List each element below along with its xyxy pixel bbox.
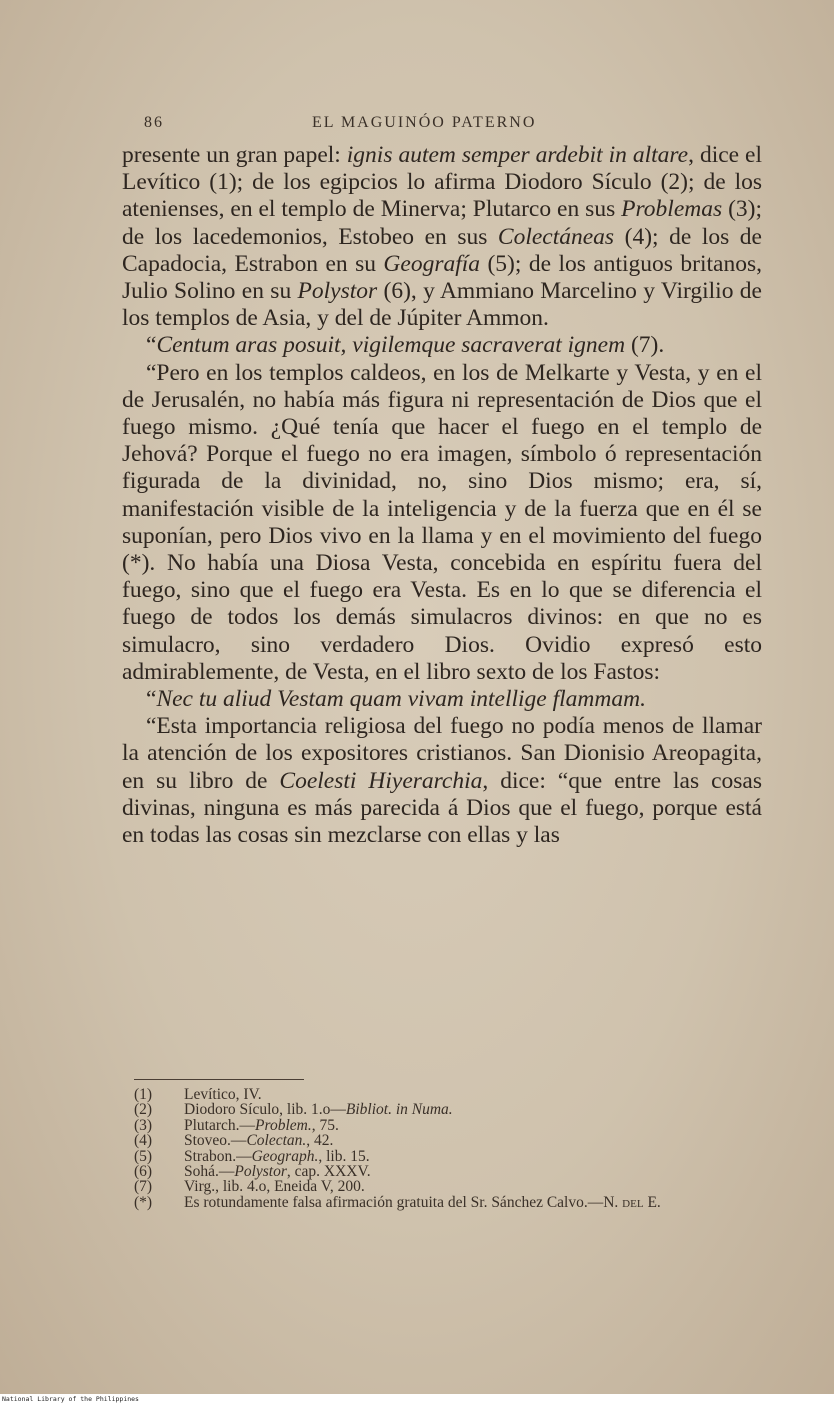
footnote: (1) Levítico, IV. — [134, 1086, 262, 1103]
footnote: (4) Stoveo.— Colectan. , 42. — [134, 1132, 334, 1150]
latin-quote-virgil: “Centum aras posuit, vigilemque sacraverat ignem (7). — [146, 332, 665, 359]
paragraph-continuation: presente un gran papel: ignis autem semper ardebit in altare, dice el Levítico (1); de los egipcios lo afirma Diodoro Sículo (2); de los atenienses, en el templo de Minerva; Plutarco en sus Problemas (3); de los lacedemonios, Estobeo en sus Colectáneas (4); de los de Capadocia, Estrabon en su Geografía (5); de los antiguos britanos, Julio Solino en su Polystor (6), y Ammiano Marcelino y Virgilio de los templos de Asia, y del de Júpiter Ammon. — [122, 142, 762, 332]
main-text — [122, 142, 762, 849]
paragraph-christian-expositors: “Esta importancia religiosa del fuego no podía menos de llamar la atención de los expositores cristianos. San Dionisio Areopagita, en su libro de Coelesti Hiyerarchia, dice: “que entre las cosas divinas, ninguna es más parecida á Dios que el fuego, porque está en todas las cosas sin mezclarse con ellas y las — [122, 713, 762, 849]
footnote-editor-note: (*) Es rotundamente falsa afirmación gratuita del Sr. Sánchez Calvo.—N. del E. — [134, 1193, 661, 1211]
running-head — [122, 114, 762, 138]
footnotes — [122, 1087, 762, 1210]
latin-quote-ovid: “Nec tu aliud Vestam quam vivam intellige flammam. — [146, 686, 646, 713]
footnote: (6) Sohá.— Polystor , cap. XXXV. — [134, 1163, 371, 1181]
footnote-divider — [134, 1079, 304, 1080]
footnote: (2) Diodoro Sículo, lib. 1.o— Bibliot. in Numa. — [134, 1101, 453, 1119]
running-title: EL MAGUINÓO PATERNO — [312, 114, 537, 131]
page-number: 86 — [144, 114, 164, 131]
footnote: (5) Strabon.— Geograph. , lib. 15. — [134, 1147, 370, 1165]
footnote: (3) Plutarch.— Problem. , 75. — [134, 1116, 339, 1134]
footnote: (7) Virg., lib. 4.o, Eneida V, 200. — [134, 1178, 365, 1196]
paragraph-fire-worship: “Pero en los templos caldeos, en los de Melkarte y Vesta, y en el de Jerusalén, no había más figura ni representación de Dios que el fuego mismo. ¿Qué tenía que hacer el fuego en el templo de Jehová? Porque el fuego no era imagen, símbolo ó representación figurada de la divinidad, no, sino Dios mismo; era, sí, manifestación visible de la inteligencia y de la fuerza que en él se suponían, pero Dios vivo en la llama y en el movimiento del fuego (*). No había una Diosa Vesta, concebida en espíritu fuera del fuego, sino que el fuego era Vesta. Es en lo que se diferencia el fuego de todos los demás simulacros divinos: en que no es simulacro, sino verdadero Dios. Ovidio expresó esto admirablemente, de Vesta, en el libro sexto de los Fastos: — [122, 359, 762, 685]
library-credit: National Library of the Philippines — [2, 1395, 139, 1403]
